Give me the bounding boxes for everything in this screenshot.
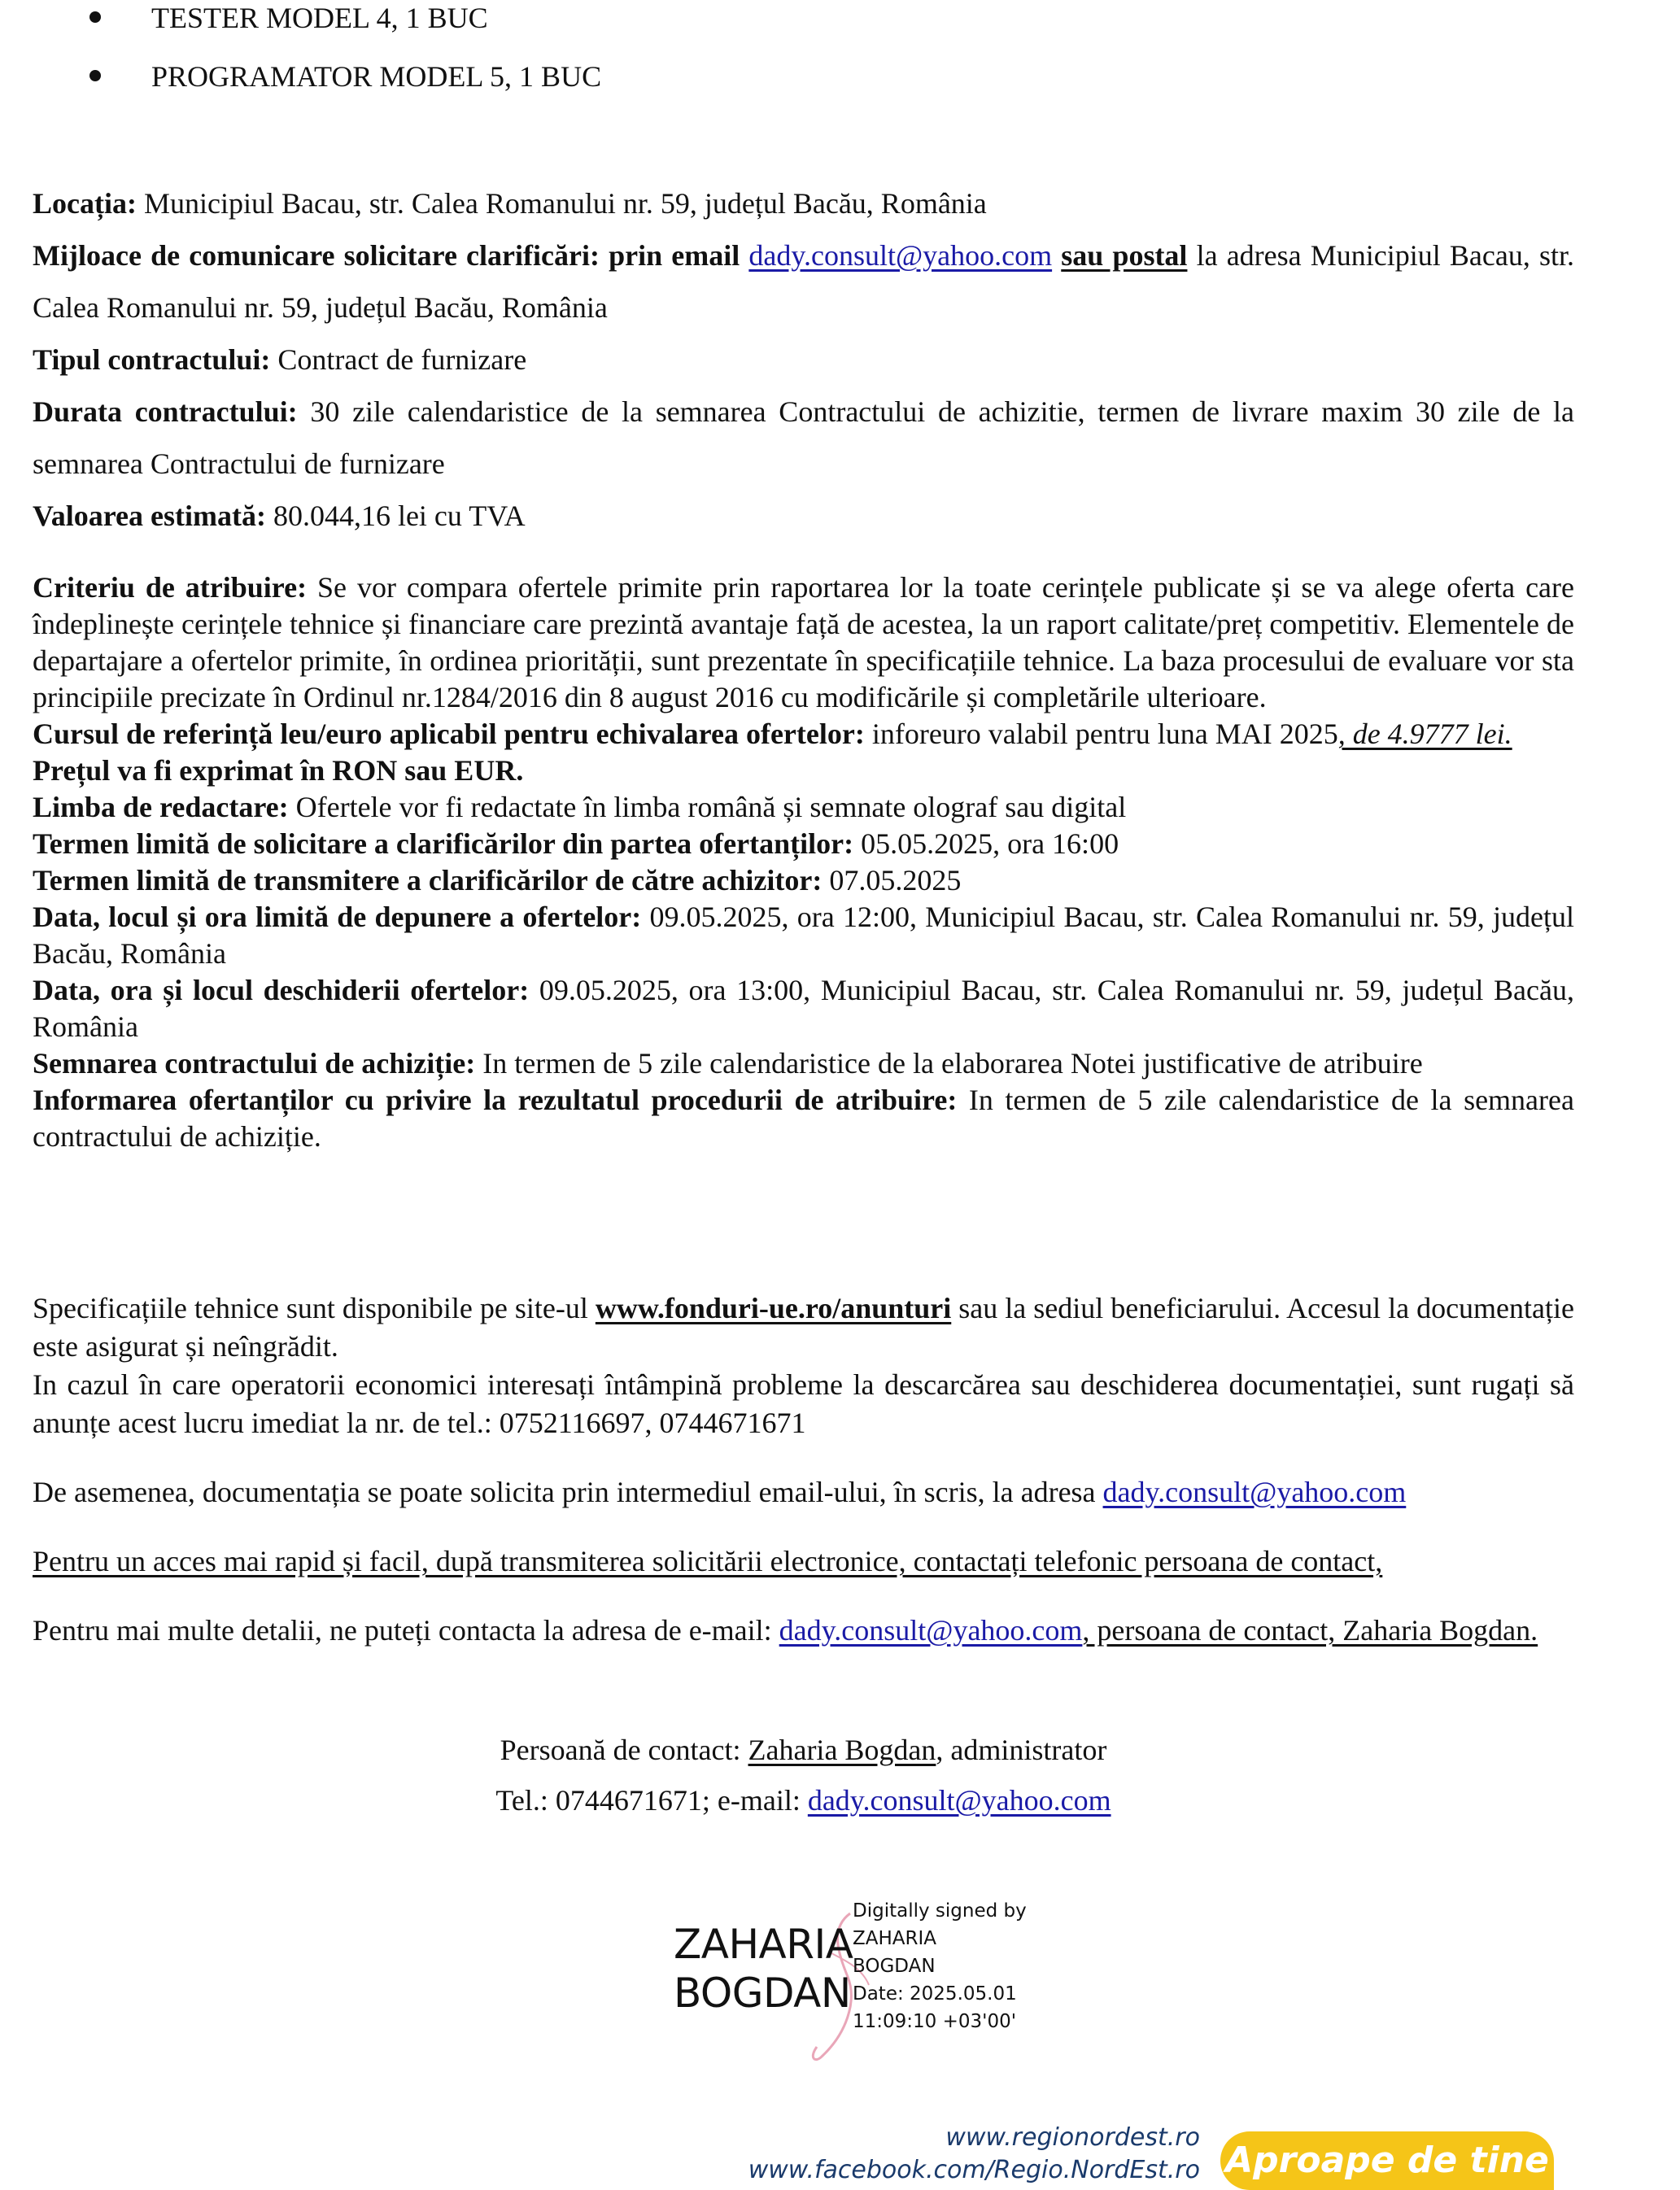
acces-paragraph	[33, 1542, 1574, 1581]
curs-label: Cursul de referință leu/euro aplicabil pentru echivalarea ofertelor:	[33, 718, 865, 750]
tipul-label: Tipul contractului:	[33, 343, 271, 376]
contact-tel-line	[33, 1775, 1574, 1826]
signature-detail-line: BOGDAN	[853, 1956, 936, 1977]
footer-slogan-badge: Aproape de tine	[1220, 2131, 1554, 2190]
contact-person-name: Zaharia Bogdan	[748, 1734, 936, 1766]
probleme-paragraph	[33, 1366, 1574, 1442]
asemenea-paragraph	[33, 1473, 1574, 1512]
signature-detail-line: 11:09:10 +03'00'	[853, 2011, 1017, 2032]
locatia-value: Municipiul Bacau, str. Calea Romanului nr. 59, județul Bacău, România	[136, 187, 987, 220]
detalii-email-link[interactable]: dady.consult@yahoo.com	[779, 1614, 1083, 1647]
termen-transmitere-line	[33, 862, 1574, 899]
informarea-label: Informarea ofertanților cu privire la rezultatul procedurii de atribuire:	[33, 1084, 958, 1116]
equipment-list	[89, 0, 1554, 117]
comunicare-rest: la adresa Municipiul Bacau, str. Calea Romanului nr. 59, județul Bacău, România	[33, 239, 1575, 324]
contact-person-role: , administrator	[936, 1734, 1107, 1766]
signature-detail-line: Date: 2025.05.01	[853, 1983, 1017, 2005]
acces-text: Pentru un acces mai rapid și facil, după transmiterea solicitării electronice, contactați telefonic persoana de contact,	[33, 1545, 1383, 1577]
list-item-text: TESTER MODEL 4, 1 BUC	[151, 2, 488, 34]
durata-line	[33, 386, 1574, 490]
depunere-value: 09.05.2025, ora 12:00, Municipiul Bacau, str. Calea Romanului nr. 59, județul Bacău, România	[33, 901, 1574, 970]
contact-email-link[interactable]: dady.consult@yahoo.com	[807, 1784, 1111, 1817]
informarea-value: In termen de 5 zile calendaristice de la semnarea contractului de achiziție.	[33, 1084, 1574, 1153]
termen-transmitere-label: Termen limită de transmitere a clarificărilor de către achizitor:	[33, 864, 823, 897]
spec-text-after: sau la sediul beneficiarului. Accesul la documentație este asigurat și neîngrădit.	[33, 1292, 1574, 1363]
probleme-text: In cazul în care operatorii economici interesați întâmpină probleme la descarcărea sau deschiderea documentației, sunt rugați să anunțe acest lucru imediat la nr. de tel.: 0752116697, 0744671671	[33, 1368, 1574, 1439]
contact-person-line	[33, 1725, 1574, 1775]
footer-facebook-link[interactable]: www.facebook.com/Regio.NordEst.ro	[748, 2156, 1200, 2184]
additional-info	[33, 1289, 1574, 1650]
valoarea-line	[33, 490, 1574, 542]
asemenea-email-link[interactable]: dady.consult@yahoo.com	[1102, 1476, 1407, 1508]
durata-value: 30 zile calendaristice de la semnarea Contractului de achizitie, termen de livrare maxim 30 zile de la semnarea Contractului de furnizare	[33, 395, 1574, 480]
footer-site-link[interactable]: www.regionordest.ro	[945, 2123, 1200, 2152]
semnarea-value: In termen de 5 zile calendaristice de la elaborarea Notei justificative de atribuire	[475, 1047, 1423, 1080]
comunicare-email-link[interactable]: dady.consult@yahoo.com	[748, 239, 1053, 272]
locatia-label: Locația:	[33, 187, 137, 220]
procedure-terms	[33, 569, 1574, 1155]
asemenea-text: De asemenea, documentația se poate solicita prin intermediul email-ului, în scris, la adresa	[33, 1476, 1103, 1508]
criteriu-value: Se vor compara ofertele primite prin raportarea lor la toate cerințele publicate și se va alege oferta care îndeplinește cerințele tehnice și financiare care prezintă avantaje față de acestea, la un raport calitate/preț competitiv. Elementele de departajare a ofertelor primite, în ordinea priorității, sunt prezentate în specificațiile tehnice. La baza procesului de evaluare vor sta principiile precizate în Ordinul nr.1284/2016 din 8 august 2016 cu modificările și completările ulterioare.	[33, 571, 1574, 713]
contract-details	[33, 177, 1574, 542]
comunicare-line	[33, 229, 1574, 334]
deschidere-value: 09.05.2025, ora 13:00, Municipiul Bacau, str. Calea Romanului nr. 59, județul Bacău, România	[33, 974, 1574, 1043]
pret-text: Prețul va fi exprimat în RON sau EUR.	[33, 754, 524, 787]
limba-value: Ofertele vor fi redactate în limba română și semnate olograf sau digital	[288, 791, 1127, 823]
curs-value: inforeuro valabil pentru luna MAI 2025	[864, 718, 1338, 750]
comunicare-label: Mijloace de comunicare solicitare clarificări: prin email	[33, 239, 749, 272]
curs-rate: , de 4.9777 lei.	[1337, 718, 1512, 750]
termen-solicitare-value: 05.05.2025, ora 16:00	[853, 827, 1119, 860]
deschidere-paragraph	[33, 972, 1574, 1045]
signature-name	[674, 1920, 853, 2018]
semnarea-label: Semnarea contractului de achiziție:	[33, 1047, 476, 1080]
signature-details	[853, 1897, 1027, 2035]
spec-text: Specificațiile tehnice sunt disponibile pe site-ul	[33, 1292, 596, 1324]
detalii-paragraph	[33, 1612, 1574, 1650]
tipul-line	[33, 334, 1574, 386]
spec-paragraph	[33, 1289, 1574, 1366]
limba-label: Limba de redactare:	[33, 791, 289, 823]
termen-transmitere-value: 07.05.2025	[822, 864, 962, 897]
comunicare-postal: sau postal	[1061, 239, 1188, 272]
termen-solicitare-label: Termen limită de solicitare a clarificărilor din partea ofertanților:	[33, 827, 854, 860]
semnarea-line	[33, 1045, 1574, 1082]
signature-detail-line: Digitally signed by	[853, 1900, 1027, 1922]
pret-line	[33, 753, 1574, 789]
signature-name-line: BOGDAN	[674, 1970, 851, 2017]
criteriu-label: Criteriu de atribuire:	[33, 571, 308, 604]
signature-name-line: ZAHARIA	[674, 1921, 853, 1968]
detalii-text-after: , persoana de contact, Zaharia Bogdan.	[1082, 1614, 1538, 1647]
curs-paragraph	[33, 716, 1574, 753]
limba-line	[33, 789, 1574, 826]
durata-label: Durata contractului:	[33, 395, 298, 428]
informarea-paragraph	[33, 1082, 1574, 1155]
list-item-text: PROGRAMATOR MODEL 5, 1 BUC	[151, 60, 602, 93]
criteriu-paragraph	[33, 569, 1574, 716]
digital-signature	[667, 1887, 1090, 2050]
depunere-label: Data, locul și ora limită de depunere a ofertelor:	[33, 901, 642, 933]
contact-person-label: Persoană de contact:	[500, 1734, 748, 1766]
valoarea-value: 80.044,16 lei cu TVA	[265, 500, 526, 532]
list-item	[89, 59, 1554, 117]
contact-tel-text: Tel.: 0744671671; e-mail:	[495, 1784, 808, 1817]
bullet-icon	[89, 11, 101, 23]
depunere-paragraph	[33, 899, 1574, 972]
locatia-line	[33, 177, 1574, 229]
signature-detail-line: ZAHARIA	[853, 1928, 937, 1949]
tipul-value: Contract de furnizare	[270, 343, 527, 376]
list-item	[89, 0, 1554, 59]
spec-link[interactable]: www.fonduri-ue.ro/anunturi	[595, 1292, 952, 1324]
valoarea-label: Valoarea estimată:	[33, 500, 266, 532]
deschidere-label: Data, ora și locul deschiderii ofertelor:	[33, 974, 530, 1006]
termen-solicitare-line	[33, 826, 1574, 862]
footer-links	[748, 2122, 1200, 2187]
detalii-text: Pentru mai multe detalii, ne puteți contacta la adresa de e-mail:	[33, 1614, 779, 1647]
bullet-icon	[89, 70, 101, 81]
